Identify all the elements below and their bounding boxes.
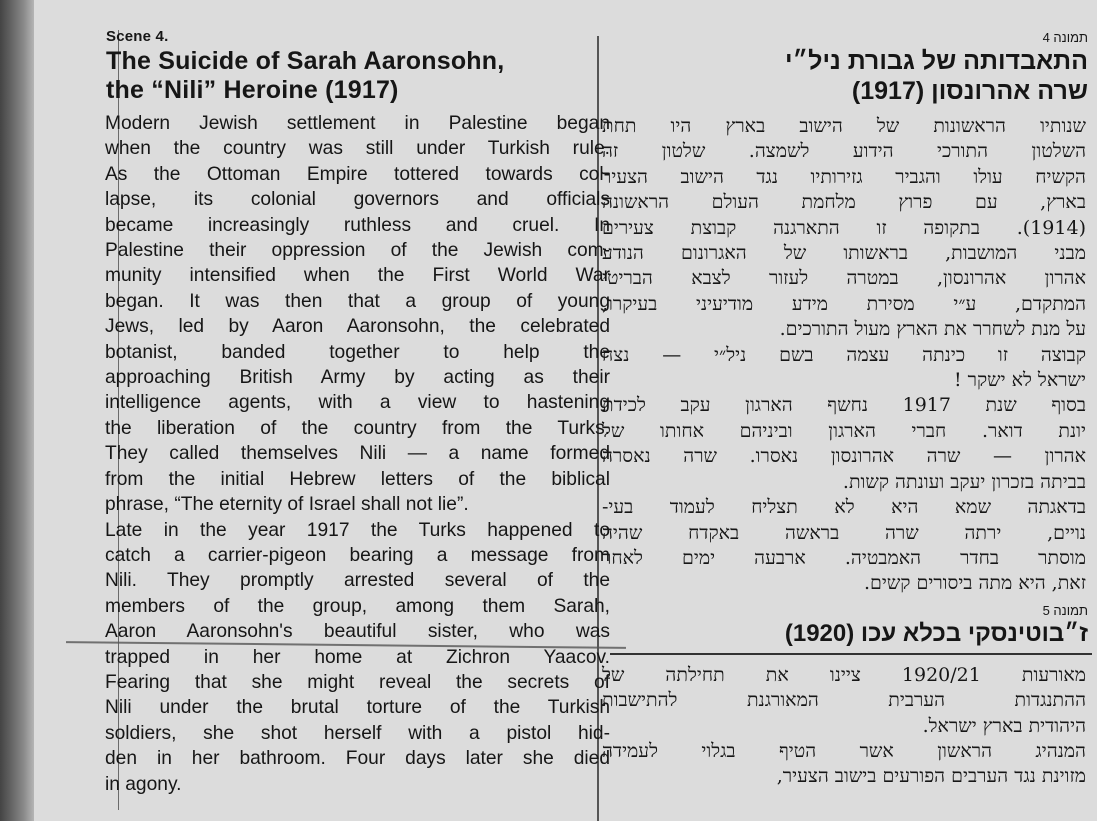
document-page — [34, 0, 1097, 821]
text-line: botanist, banded together to help the — [105, 341, 610, 363]
text-line: אהרון — שרה אהרונסון נאסרו. שרה נאסרה — [602, 445, 1086, 468]
english-title-line: The Suicide of Sarah Aaronsohn, — [106, 47, 505, 75]
section-4-label: תמונה 4 — [1042, 30, 1088, 45]
text-line: Aaron Aaronsohn's beautiful sister, who was — [105, 621, 610, 643]
text-line: על מנת לשחרר את הארץ מעול התורכים. — [779, 318, 1086, 341]
text-line: ההתנגדות הערבית המאורגנת להתישבות — [602, 689, 1086, 712]
text-line: Modern Jewish settlement in Palestine began — [105, 113, 610, 134]
english-column — [104, 28, 610, 797]
text-line: lapse, its colonial governors and officials — [105, 189, 610, 211]
text-line: in agony. — [105, 773, 182, 795]
text-line: Fearing that she might reveal the secrets of — [105, 671, 610, 693]
hebrew-body-section-4 — [602, 114, 1086, 597]
text-line: ישראל לא ישקר ! — [953, 369, 1086, 392]
text-line: approaching British Army by acting as their — [105, 367, 610, 389]
hebrew-title — [602, 46, 1088, 106]
text-line: members of the group, among them Sarah, — [105, 595, 610, 617]
text-line: מאורעות 1920/21 ציינו את תחילתה של — [602, 663, 1086, 686]
text-line: (1914). בתקופה זו התארגנה קבוצת צעירים — [602, 216, 1086, 239]
english-title-line: the “Nili” Heroine (1917) — [106, 76, 399, 104]
text-line: As the Ottoman Empire tottered towards col- — [105, 163, 610, 185]
english-title — [106, 47, 610, 105]
text-line: Nili. They promptly arrested several of the — [105, 570, 610, 592]
text-line: הקשיח עולו והגביר גזירותיו נגד הישוב הצעיר — [602, 165, 1086, 188]
text-line: השלטון התורכי הידוע לשמצה. שלטון זה — [602, 140, 1086, 163]
text-line: המנהיג הראשון אשר הטיף בגלוי לעמידה — [602, 739, 1086, 762]
text-line: Jews, led by Aaron Aaronsohn, the celebrated — [105, 316, 610, 338]
text-line: Palestine their oppression of the Jewish com- — [105, 240, 610, 262]
text-line: Nili under the brutal torture of the Turkish — [105, 697, 610, 719]
text-line: מזוינת נגד הערבים הפורעים בישוב הצעיר, — [776, 765, 1086, 788]
section-5-title: ז״בוטינסקי בכלא עכו (1920) — [784, 619, 1088, 647]
text-line: זאת, היא מתה ביסורים קשים. — [863, 572, 1086, 595]
hebrew-body-section-5 — [602, 663, 1086, 790]
text-line: המתקדם, ע״י מסירת מידע מודיעיני בעיקרו, — [602, 292, 1086, 315]
text-line: בדאגתה שמא היא לא תצליח לעמוד בעי- — [602, 496, 1086, 519]
text-line: the liberation of the country from the Turks. — [105, 417, 610, 439]
hebrew-column — [602, 30, 1092, 790]
section-5-rule — [610, 653, 1092, 655]
text-line: מוסתר בחדר האמבטיה. ארבעה ימים לאחר — [602, 546, 1086, 569]
text-line: catch a carrier-pigeon bearing a message from — [105, 544, 610, 566]
section-5 — [602, 603, 1092, 790]
text-line: קבוצה זו כינתה עצמה בשם ניל״י — נצח — [602, 343, 1086, 366]
text-line: soldiers, she shot herself with a pistol hid- — [105, 722, 610, 744]
text-line: from the initial Hebrew letters of the biblical — [105, 468, 610, 490]
text-line: munity intensified when the First World War — [105, 265, 610, 287]
text-line: phrase, “The eternity of Israel shall not lie”. — [105, 494, 469, 516]
text-line: בביתה בזכרון יעקב ועונתה קשות. — [842, 470, 1086, 493]
text-line: when the country was still under Turkish rule. — [105, 138, 610, 160]
text-line: נויים, ירתה שרה בראשה באקדח שהיה — [602, 521, 1086, 544]
section-5-label: תמונה 5 — [1042, 602, 1088, 618]
text-line: בארץ, עם פרוץ מלחמת העולם הראשונה — [602, 191, 1086, 214]
text-line: אהרון אהרונסון, במטרה לעזור לצבא הבריטי — [602, 267, 1086, 290]
hebrew-title-line: שרה אהרונסון (1917) — [851, 77, 1088, 105]
hebrew-title-line: התאבדותה של גבורת ניל״י — [785, 47, 1088, 75]
text-line: intelligence agents, with a view to hastening — [105, 392, 610, 414]
text-line: They called themselves Nili — a name formed — [105, 443, 610, 465]
text-line: יונת דואר. חברי הארגון וביניהם אחותו של — [602, 419, 1086, 442]
scene-label: Scene 4. — [106, 28, 169, 45]
text-line: Late in the year 1917 the Turks happened to — [105, 519, 610, 541]
scan-binding-edge — [0, 0, 34, 821]
text-line: became increasingly ruthless and cruel. In — [105, 214, 610, 236]
text-line: היהודית בארץ ישראל. — [922, 714, 1086, 737]
text-line: בסוף שנת 1917 נחשף הארגון עקב לכידת — [602, 394, 1086, 417]
text-line: שנותיו הראשונות של הישוב בארץ היו תחת — [602, 115, 1086, 137]
text-line: trapped in her home at Zichron Yaacov. — [105, 646, 610, 668]
text-line: began. It was then that a group of young — [105, 290, 610, 312]
text-line: מבני המושבות, בראשותו של האגרונום הנודע — [602, 242, 1086, 265]
english-body — [105, 111, 610, 797]
text-line: den in her bathroom. Four days later she died — [105, 748, 610, 770]
